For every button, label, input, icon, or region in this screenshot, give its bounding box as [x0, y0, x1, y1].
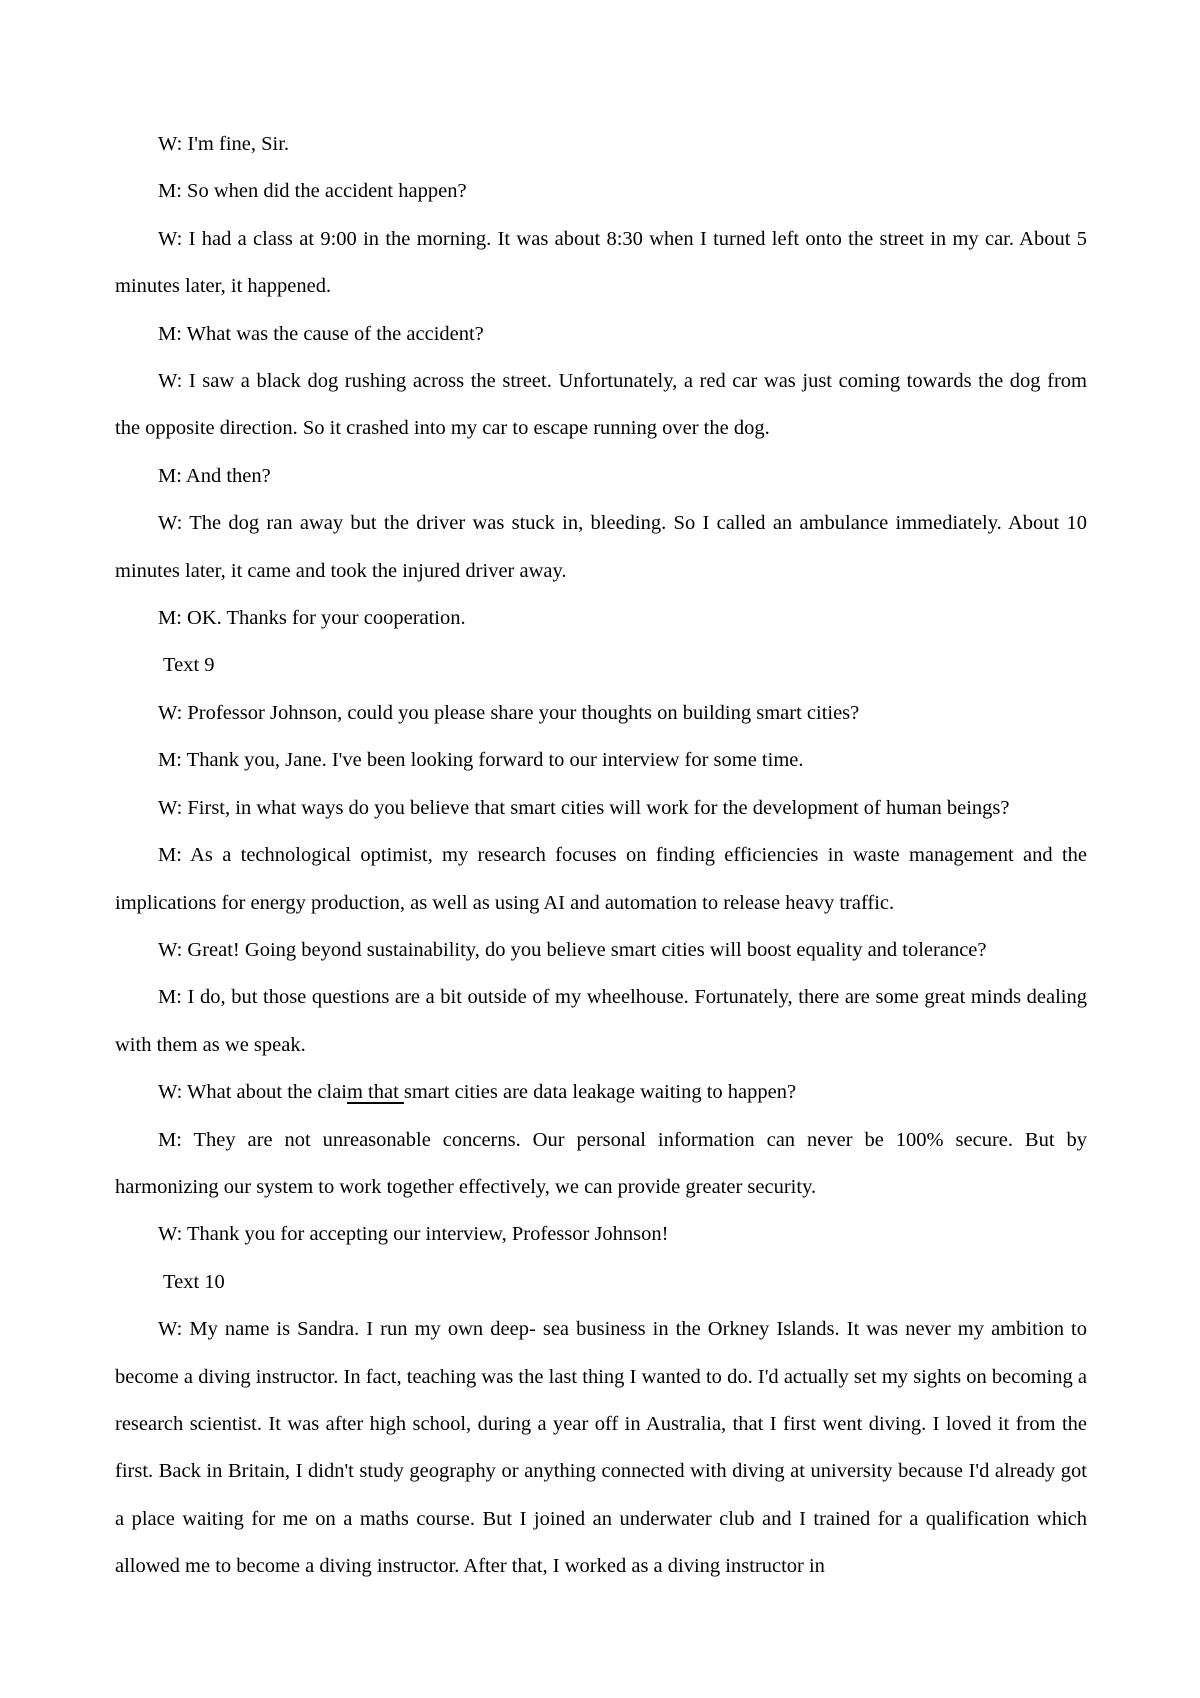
- dialogue-line: M: They are not unreasonable concerns. Our personal information can never be 100% secure. But by harmonizing our system to work together effectively, we can provide greater security.: [115, 1128, 1087, 1198]
- dialogue-line: W: I saw a black dog rushing across the street. Unfortunately, a red car was just coming towards the dog from the opposite direction. So it crashed into my car to escape running over the dog.: [115, 370, 1087, 440]
- claim-text-after: smart cities are data leakage waiting to happen?: [403, 1081, 797, 1104]
- dialogue-line: W: Great! Going beyond sustainability, do you believe smart cities will boost equality and tolerance?: [158, 938, 987, 961]
- section-heading: Text 9: [163, 654, 215, 677]
- section-heading: Text 10: [163, 1270, 225, 1293]
- dialogue-line: M: I do, but those questions are a bit outside of my wheelhouse. Fortunately, there are some great minds dealing with them as we speak.: [115, 986, 1087, 1056]
- underlined-text: m that: [346, 1081, 404, 1104]
- claim-text-before: W: What about the clai: [158, 1081, 347, 1104]
- dialogue-line: W: The dog ran away but the driver was stuck in, bleeding. So I called an ambulance immediately. About 10 minutes later, it came and took the injured driver away.: [115, 512, 1087, 582]
- dialogue-line: W: I had a class at 9:00 in the morning. It was about 8:30 when I turned left onto the street in my car. About 5 minutes later, it happened.: [115, 227, 1087, 298]
- dialogue-line: M: OK. Thanks for your cooperation.: [158, 607, 466, 630]
- dialogue-line-claim: [115, 1069, 1087, 1116]
- dialogue-line: M: And then?: [158, 464, 271, 487]
- dialogue-line: M: As a technological optimist, my research focuses on finding efficiencies in waste management and the implications for energy production, as well as using AI and automation to release heavy traffic.: [115, 844, 1087, 914]
- dialogue-line: W: Professor Johnson, could you please share your thoughts on building smart cities?: [158, 701, 860, 724]
- dialogue-line: M: Thank you, Jane. I've been looking forward to our interview for some time.: [158, 749, 804, 772]
- dialogue-line: M: What was the cause of the accident?: [158, 322, 484, 345]
- dialogue-line: W: I'm fine, Sir.: [158, 133, 290, 155]
- dialogue-line: W: Thank you for accepting our interview, Professor Johnson!: [158, 1223, 669, 1246]
- dialogue-line: M: So when did the accident happen?: [158, 180, 467, 203]
- monologue-paragraph: W: My name is Sandra. I run my own deep- sea business in the Orkney Islands. It was never my ambition to become a diving instructor. In fact, teaching was the last thing I wanted to do. I'd actually set my sights on becoming a research scientist. It was after high school, during a year off in Australia, that I first went diving. I loved it from the first. Back in Britain, I didn't study geography or anything connected with diving at university because I'd already got a place waiting for me on a maths course. But I joined an underwater club and I trained for a qualification which allowed me to become a diving instructor. After that, I worked as a diving instructor in: [115, 1318, 1087, 1578]
- dialogue-line: W: First, in what ways do you believe that smart cities will work for the development of human beings?: [158, 796, 1010, 819]
